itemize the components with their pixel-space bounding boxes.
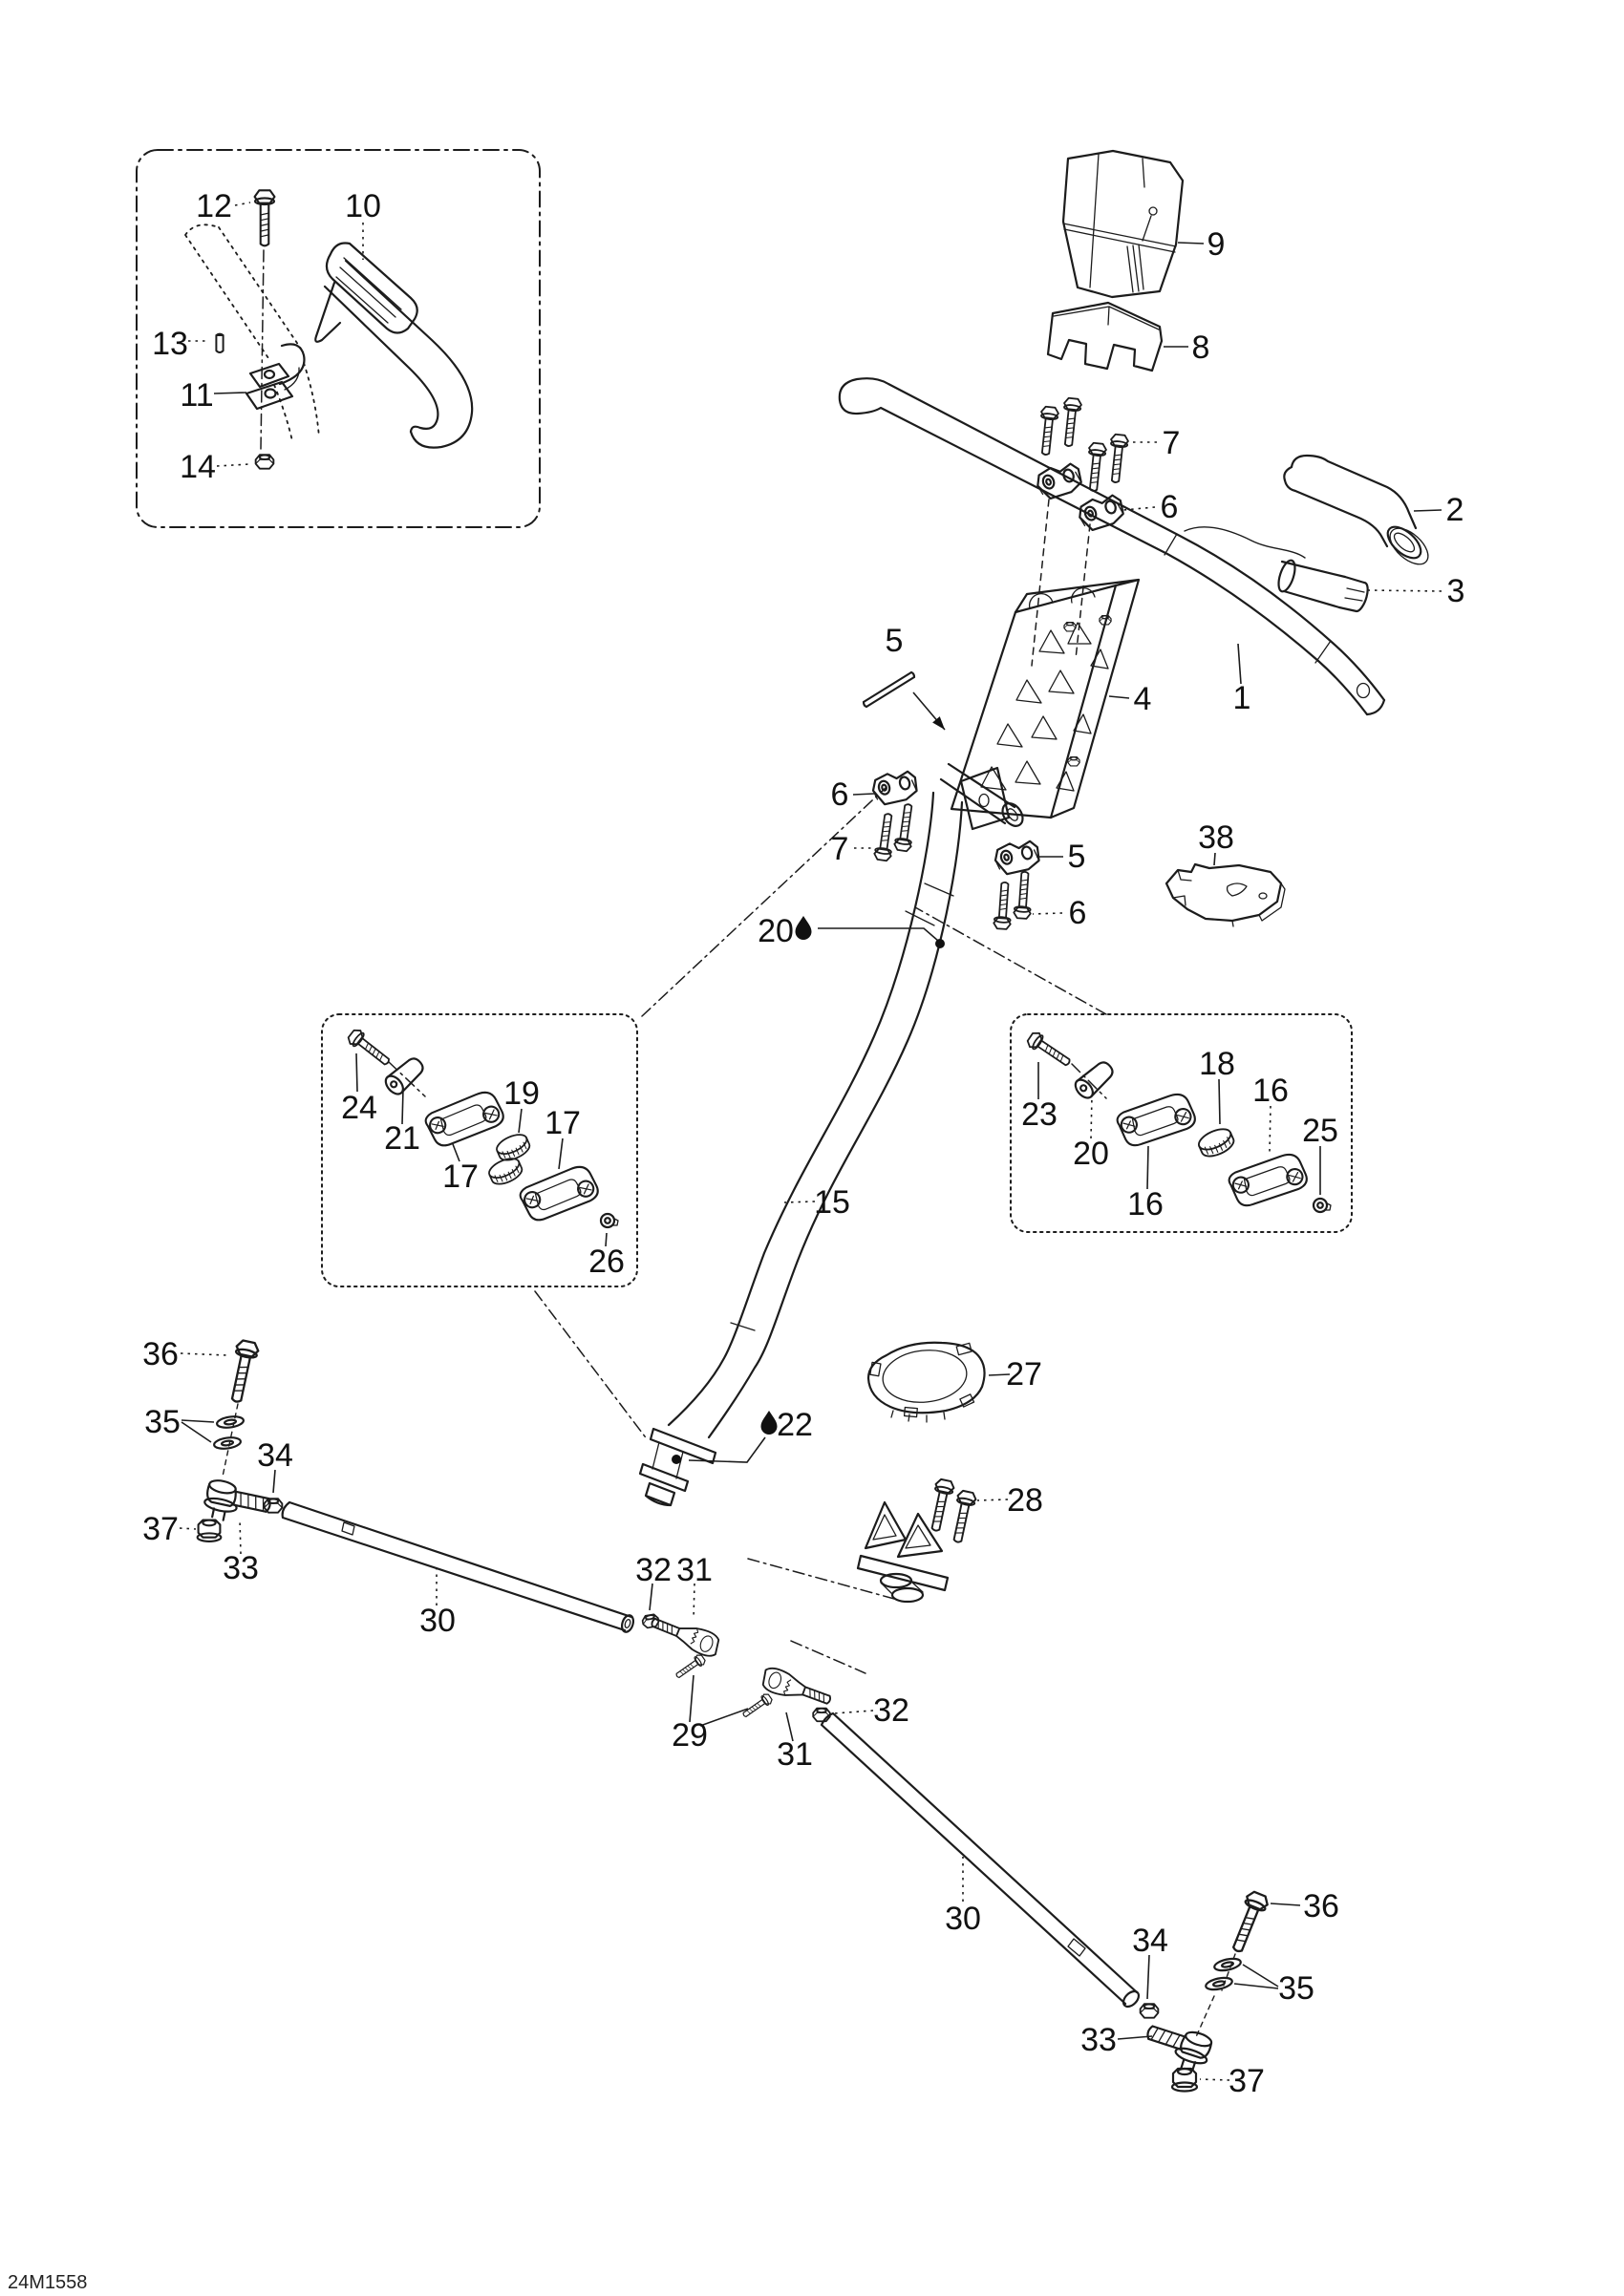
callout-leader-17 (559, 1138, 563, 1169)
diagram-line (1127, 244, 1143, 292)
tie-rod-right (822, 1713, 1270, 2092)
callout-leader-33 (240, 1520, 241, 1554)
part-callout-18: 18 (1199, 1046, 1235, 1082)
clamp-11 (246, 344, 304, 409)
pad-support-8 (1048, 303, 1162, 371)
diagram-line (1064, 623, 1076, 631)
callout-leader-35 (1234, 1984, 1278, 1988)
part-callout-36: 36 (142, 1336, 179, 1372)
bolt-36 (225, 1339, 260, 1403)
part-callout-1: 1 (1232, 680, 1251, 716)
callout-leader-14 (217, 464, 249, 466)
diagram-line (927, 1478, 955, 1533)
callout-leader-3 (1368, 590, 1442, 591)
part-callout-34: 34 (257, 1437, 293, 1474)
nut-34 (1141, 2004, 1159, 2017)
part-callout-38: 38 (1198, 819, 1234, 856)
callout-leader-21 (402, 1089, 403, 1124)
grease-leader-20 (818, 928, 938, 941)
diagram-line (1382, 521, 1426, 563)
part-callout-27: 27 (1006, 1356, 1042, 1392)
nut-25 (1314, 1199, 1331, 1212)
tie-rod-left (198, 1339, 635, 1633)
handlebar-assembly (840, 151, 1435, 714)
tie-rod-end-31 (648, 1610, 722, 1659)
part-callout-10: 10 (345, 188, 381, 224)
diagram-line (1048, 303, 1162, 371)
bolt-7 (1084, 442, 1106, 492)
part-callout-31: 31 (777, 1736, 813, 1773)
diagram-line (858, 1556, 948, 1590)
part-callout-32: 32 (873, 1692, 909, 1729)
callout-layer (142, 188, 1464, 2099)
grease-point-dot (935, 939, 945, 948)
handlebar-1 (840, 378, 1384, 714)
steering-column (535, 580, 1285, 1673)
callout-leader-1 (1238, 644, 1241, 684)
diagram-line (979, 795, 989, 807)
diagram-line (731, 883, 953, 1330)
bolt-23 (1025, 1031, 1073, 1071)
diagram-line (1149, 207, 1157, 215)
part-callout-2: 2 (1445, 492, 1464, 528)
steering-shaft-15 (669, 793, 962, 1437)
part-callout-5: 5 (1067, 839, 1086, 875)
bushing-19 (486, 1155, 524, 1188)
part-callout-4: 4 (1133, 681, 1152, 717)
nut-37 (198, 1520, 222, 1541)
part-callout-30: 30 (419, 1603, 456, 1639)
callout-leader-34 (1147, 1955, 1149, 1999)
diagram-line (865, 1502, 906, 1548)
part-callout-13: 13 (152, 326, 188, 362)
clamp-17 (518, 1159, 601, 1228)
diagram-line (669, 793, 933, 1425)
diagram-line (880, 1347, 969, 1407)
diagram-line (266, 390, 276, 398)
bolt-24 (346, 1028, 393, 1070)
part-callout-11: 11 (180, 377, 214, 414)
spacer-20 (1072, 1058, 1117, 1101)
callout-leader-35 (1243, 1965, 1278, 1987)
part-callout-37: 37 (142, 1511, 179, 1547)
nut-26 (601, 1214, 618, 1227)
clamp-5 (993, 837, 1042, 877)
callout-leader-6 (853, 794, 874, 795)
handlebar-pad-9 (1063, 151, 1183, 297)
tie-rod-30 (283, 1502, 635, 1633)
assembly-axis (1032, 500, 1090, 666)
diagram-line (620, 1614, 635, 1634)
part-callout-17: 17 (545, 1105, 581, 1141)
part-callout-35: 35 (144, 1404, 181, 1440)
callout-leader-29 (690, 1675, 694, 1722)
callout-leader-4 (1109, 696, 1129, 698)
part-callout-3: 3 (1446, 573, 1465, 609)
riser-4 (951, 580, 1139, 818)
part-callout-15: 15 (814, 1184, 850, 1221)
inset-box-clamps-right (1011, 1014, 1352, 1232)
diagram-line (1339, 577, 1368, 611)
grease-point-dot (672, 1455, 681, 1464)
part-callout-23: 23 (1021, 1096, 1058, 1133)
part-callout-14: 14 (180, 449, 216, 485)
diagram-line (1068, 757, 1079, 766)
callout-leader-35 (182, 1420, 214, 1422)
shaft-flange (640, 1429, 716, 1505)
callout-leader-18 (1219, 1079, 1220, 1124)
diagram-line (315, 283, 340, 342)
diagram-line (1259, 893, 1267, 899)
hook-grip-10 (315, 243, 472, 447)
callout-leader-19 (519, 1109, 522, 1133)
part-callout-33: 33 (1080, 2022, 1117, 2058)
nut-34 (265, 1499, 283, 1512)
callout-leader-35 (182, 1422, 211, 1442)
bracket-28 (858, 1478, 977, 1602)
part-callout-7: 7 (1162, 425, 1181, 461)
pin-13 (216, 334, 223, 352)
axis-line (389, 1062, 425, 1096)
bolt-7 (1106, 434, 1128, 483)
diagram-line (822, 1713, 1137, 2004)
cross-tube (941, 764, 1027, 830)
grip-sleeve-3 (1275, 559, 1368, 611)
callout-leader-32 (834, 1711, 873, 1713)
callout-leader-36 (181, 1353, 226, 1355)
part-callout-6: 6 (1160, 489, 1179, 525)
bolt-7 (894, 803, 917, 852)
tie-rod-30 (822, 1713, 1142, 2009)
callout-leader-2 (1414, 510, 1442, 511)
callout-leader-16 (1147, 1146, 1148, 1189)
part-callout-19: 19 (503, 1075, 540, 1112)
bolt-36 (1227, 1890, 1270, 1955)
diagram-line (1143, 216, 1151, 241)
bolt-7 (1059, 397, 1081, 447)
diagram-line (840, 378, 1384, 700)
diagram-line (265, 371, 274, 378)
part-callout-20: 20 (1073, 1136, 1109, 1172)
diagram-line (651, 1429, 716, 1463)
grip-2 (1284, 456, 1434, 571)
part-callout-34: 34 (1132, 1923, 1168, 1959)
callout-leader-9 (1178, 243, 1204, 244)
grease-droplet-icon (761, 1411, 778, 1435)
callout-leader-37 (1200, 2079, 1229, 2080)
diagram-line (1292, 456, 1416, 528)
part-callout-6: 6 (830, 776, 849, 813)
part-callout-33: 33 (223, 1550, 259, 1586)
diagram-line (949, 1490, 977, 1544)
part-callout-8: 8 (1191, 330, 1210, 366)
bolt-29 (673, 1653, 706, 1681)
part-callout-24: 24 (341, 1090, 377, 1126)
diagram-line (624, 1619, 631, 1628)
diagram-line (283, 1502, 631, 1630)
clamp-6 (1034, 459, 1085, 502)
diagram-line (1015, 580, 1139, 818)
diagram-line (1284, 467, 1292, 480)
part-callout-35: 35 (1278, 1970, 1314, 2007)
washer-35 (1205, 1976, 1233, 1992)
callout-leader-24 (356, 1053, 357, 1092)
diagram-line (640, 1464, 688, 1491)
grease-droplet-icon (796, 916, 812, 940)
callout-leader-37 (180, 1528, 196, 1529)
part-callout-9: 9 (1207, 226, 1226, 263)
part-callout-12: 12 (196, 188, 232, 224)
tie-rod-center-links (642, 1610, 834, 1721)
clamp-16 (1227, 1147, 1310, 1214)
washer-35 (1213, 1957, 1242, 1973)
plate-38 (1166, 864, 1285, 926)
diagram-line (1345, 588, 1364, 601)
part-callout-28: 28 (1007, 1482, 1043, 1519)
washer-35 (213, 1436, 241, 1451)
diagram-line (1228, 883, 1247, 896)
diagram-line (981, 623, 1091, 790)
diagram-line (1357, 684, 1370, 698)
diagram-line (1383, 521, 1434, 570)
part-callout-36: 36 (1303, 1888, 1339, 1924)
part-callout-17: 17 (442, 1159, 479, 1195)
cover-27 (868, 1343, 985, 1422)
diagram-line (1063, 154, 1176, 287)
clamp-6 (870, 767, 920, 807)
tie-rod-end-31 (759, 1666, 834, 1712)
part-callout-32: 32 (635, 1552, 672, 1588)
part-callout-29: 29 (672, 1717, 708, 1754)
diagram-code: 24M1558 (8, 2272, 88, 2293)
nut-32 (813, 1709, 830, 1722)
washer-35 (216, 1415, 244, 1430)
nut-37 (1172, 2069, 1197, 2092)
bolt-6 (994, 882, 1014, 929)
diagram-line (325, 287, 438, 432)
bolt-29 (740, 1692, 773, 1720)
part-callout-31: 31 (676, 1552, 713, 1588)
diagram-line (327, 243, 417, 332)
screw-12 (255, 190, 275, 245)
diagram-line (870, 1362, 881, 1375)
callout-leader-16 (1270, 1106, 1271, 1152)
part-callout-22: 22 (777, 1407, 813, 1443)
diagram-line (1063, 151, 1183, 297)
callout-leader-12 (235, 202, 250, 205)
callout-leader-33 (1118, 2036, 1152, 2039)
part-callout-6: 6 (1068, 895, 1087, 931)
cable-line (1185, 527, 1305, 558)
part-callout-25: 25 (1302, 1113, 1338, 1149)
tie-rod-end-33 (1141, 2018, 1214, 2074)
callout-leader-6 (1033, 913, 1062, 914)
nut-14 (256, 455, 274, 468)
diagram-line (1285, 480, 1387, 546)
part-callout-16: 16 (1252, 1073, 1289, 1109)
diagram-line (1121, 1988, 1142, 2009)
callout-leader-28 (977, 1499, 1008, 1500)
pin-5 (864, 672, 914, 707)
diagram-line (892, 1588, 923, 1602)
bolt-6 (1014, 871, 1034, 919)
part-callout-30: 30 (945, 1901, 981, 1937)
diagram-line (246, 382, 292, 409)
part-callout-7: 7 (830, 831, 849, 867)
diagram-line (646, 1483, 674, 1505)
part-callout-5: 5 (885, 623, 904, 659)
diagram-line (898, 1514, 942, 1557)
part-callout-21: 21 (384, 1120, 420, 1157)
part-callout-37: 37 (1229, 2063, 1265, 2099)
part-callout-26: 26 (588, 1244, 625, 1280)
bolt-7 (874, 813, 897, 861)
part-callout-16: 16 (1127, 1186, 1164, 1222)
diagram-line (1367, 700, 1384, 714)
bolt-7 (1036, 406, 1058, 456)
bushing-18 (1196, 1125, 1237, 1160)
callout-leader-20 (1091, 1095, 1092, 1138)
nut-32 (642, 1614, 659, 1628)
part-callout-20: 20 (758, 913, 794, 949)
clamp-16 (1115, 1087, 1198, 1154)
clamp-17 (423, 1084, 506, 1154)
callout-leader-36 (1271, 1903, 1300, 1905)
